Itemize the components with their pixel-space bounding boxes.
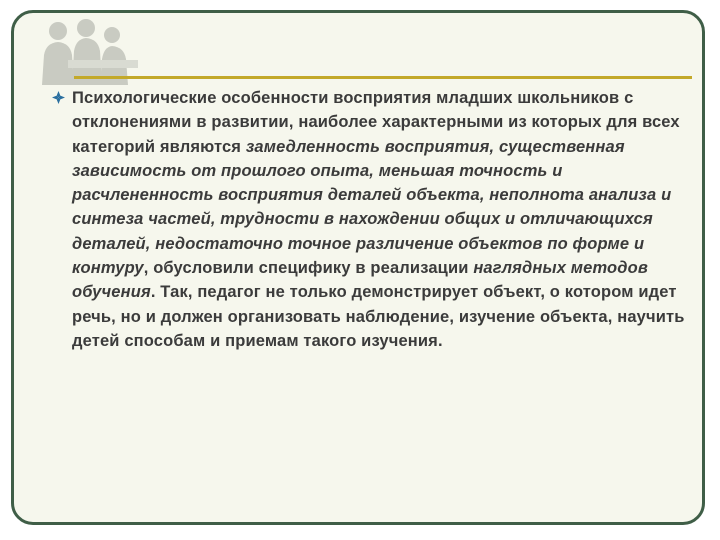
slide-frame: [11, 10, 705, 525]
header-rule: [74, 76, 692, 79]
paragraph-text-2-italic: замедленность восприятия, существенная зависимость от прошлого опыта, меньшая точность и расчлененность восприятия деталей объекта, неполнота анализа и синтеза частей, трудности в нахождении общих и отличающихся деталей, недостаточно точное различение объектов по форме и контуру: [72, 137, 672, 278]
people-silhouette-logo-icon: [28, 15, 148, 85]
paragraph-text-1: Психологические особенности восприятия младших школьников с отклонениями в развитии, наиболее характерными из которых для всех категорий являются: [72, 89, 680, 156]
paragraph-text-3: , обусловили специфику в реализации: [143, 259, 474, 278]
content-area: [52, 86, 692, 353]
paragraph-text-4-italic: наглядных методов обучения: [72, 259, 648, 302]
paragraph-text-5: . Так, педагог не только демонстрирует объект, о котором идет речь, но и должен организовать наблюдение, изучение объекта, научить детей способам и приемам такого изучения.: [72, 283, 685, 350]
diamond-bullet-icon: [52, 91, 65, 104]
bullet-paragraph: [52, 86, 692, 353]
